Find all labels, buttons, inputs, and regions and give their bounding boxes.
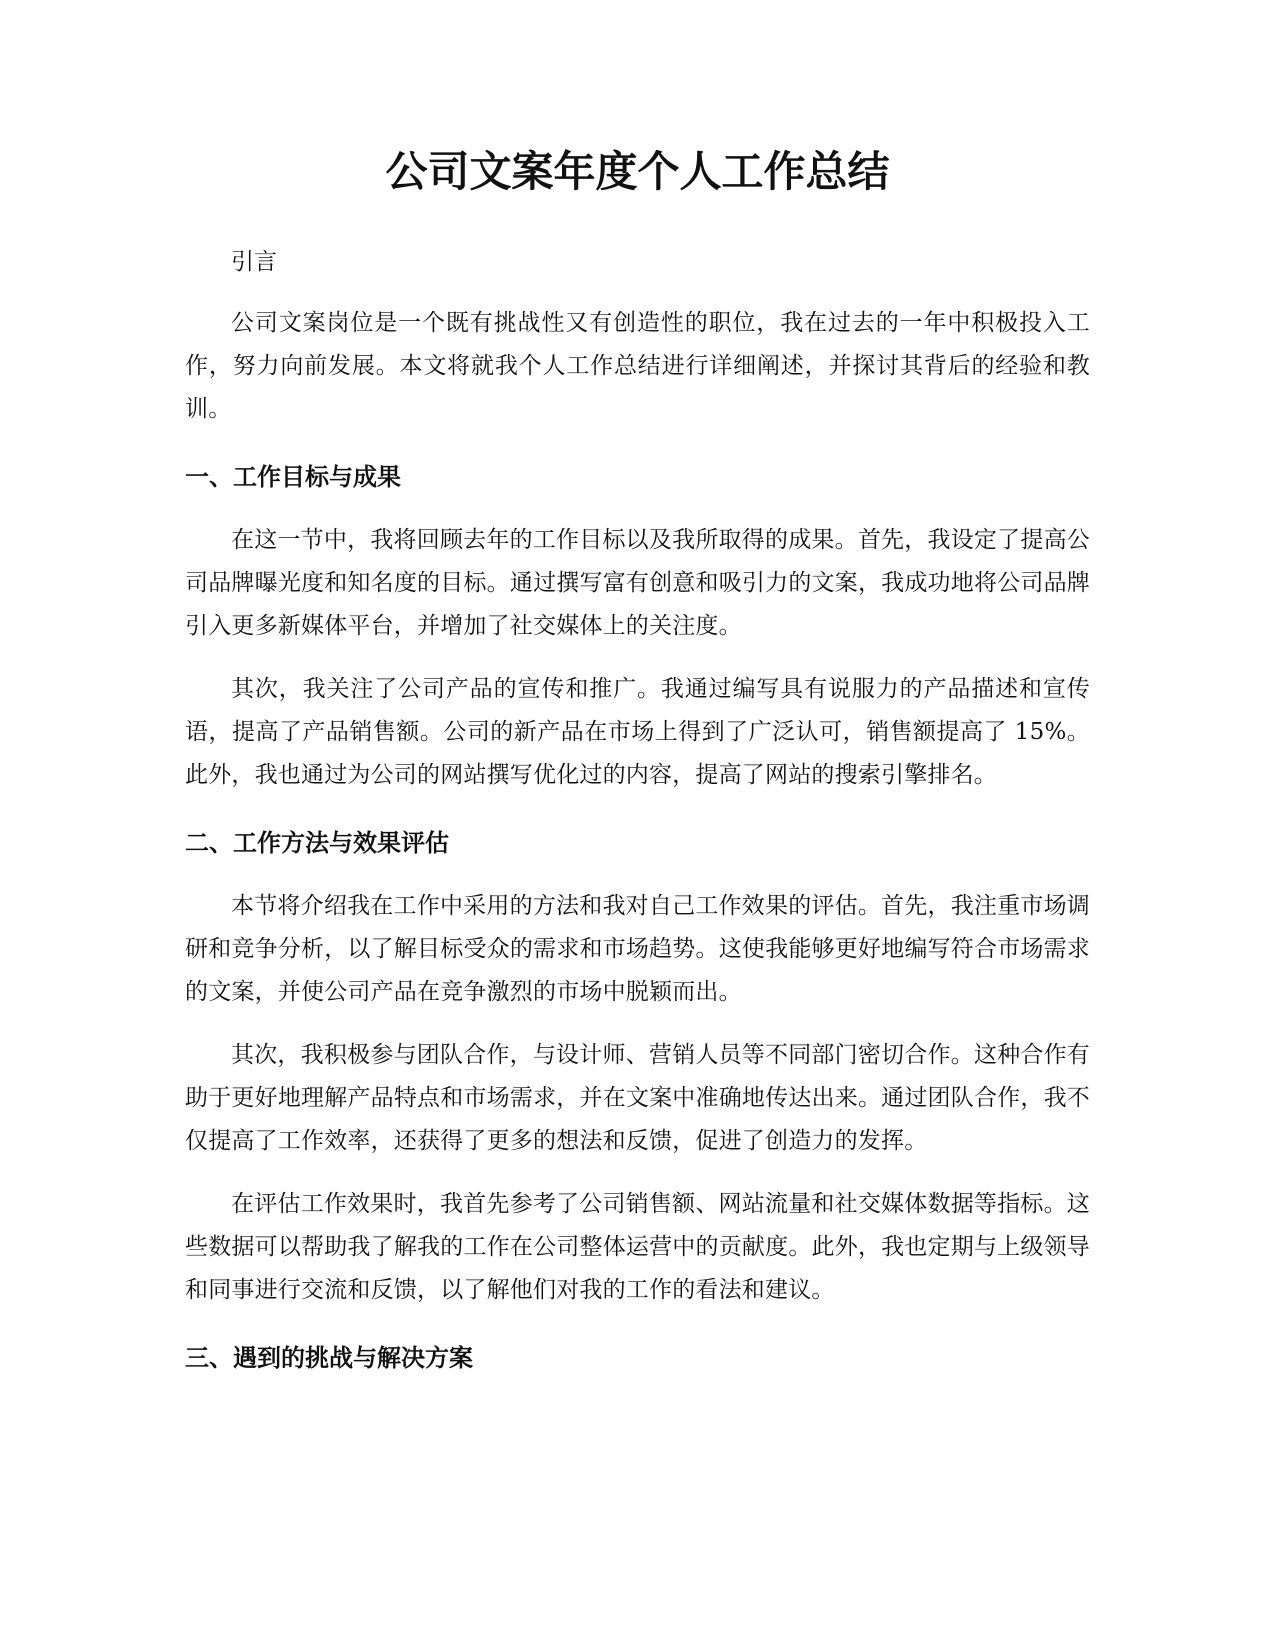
document-title: 公司文案年度个人工作总结 [385, 147, 890, 196]
body-paragraph: 本节将介绍我在工作中采用的方法和我对自己工作效果的评估。首先，我注重市场调研和竞争分析，以了解目标受众的需求和市场趋势。这使我能够更好地编写符合市场需求的文案，并使公司产品在竞争激烈的市场中脱颖而出。 [185, 893, 1090, 1005]
section-heading: 一、工作目标与成果 [185, 463, 401, 491]
section-heading: 二、工作方法与效果评估 [185, 829, 449, 857]
body-paragraph: 其次，我积极参与团队合作，与设计师、营销人员等不同部门密切合作。这种合作有助于更好地理解产品特点和市场需求，并在文案中准确地传达出来。通过团队合作，我不仅提高了工作效率，还获得了更多的想法和反馈，促进了创造力的发挥。 [185, 1042, 1090, 1154]
section-goals-results [185, 455, 1090, 797]
intro-paragraph: 公司文案岗位是一个既有挑战性又有创造性的职位，我在过去的一年中积极投入工作，努力向前发展。本文将就我个人工作总结进行详细阐述，并探讨其背后的经验和教训。 [185, 310, 1090, 422]
document-body [185, 140, 1090, 1380]
body-paragraph: 在这一节中，我将回顾去年的工作目标以及我所取得的成果。首先，我设定了提高公司品牌曝光度和知名度的目标。通过撰写富有创意和吸引力的文案，我成功地将公司品牌引入更多新媒体平台，并增加了社交媒体上的关注度。 [185, 527, 1090, 639]
body-paragraph: 其次，我关注了公司产品的宣传和推广。我通过编写具有说服力的产品描述和宣传语，提高了产品销售额。公司的新产品在市场上得到了广泛认可，销售额提高了 15%。此外，我也通过为公司的网站撰写优化过的内容，提高了网站的搜索引擎排名。 [185, 676, 1090, 788]
intro-label: 引言 [231, 249, 277, 275]
section-heading: 三、遇到的挑战与解决方案 [185, 1344, 473, 1372]
body-paragraph: 在评估工作效果时，我首先参考了公司销售额、网站流量和社交媒体数据等指标。这些数据可以帮助我了解我的工作在公司整体运营中的贡献度。此外，我也定期与上级领导和同事进行交流和反馈，以了解他们对我的工作的看法和建议。 [185, 1191, 1090, 1303]
section-methods-evaluation [185, 821, 1090, 1312]
section-challenges-solutions [185, 1336, 1090, 1380]
